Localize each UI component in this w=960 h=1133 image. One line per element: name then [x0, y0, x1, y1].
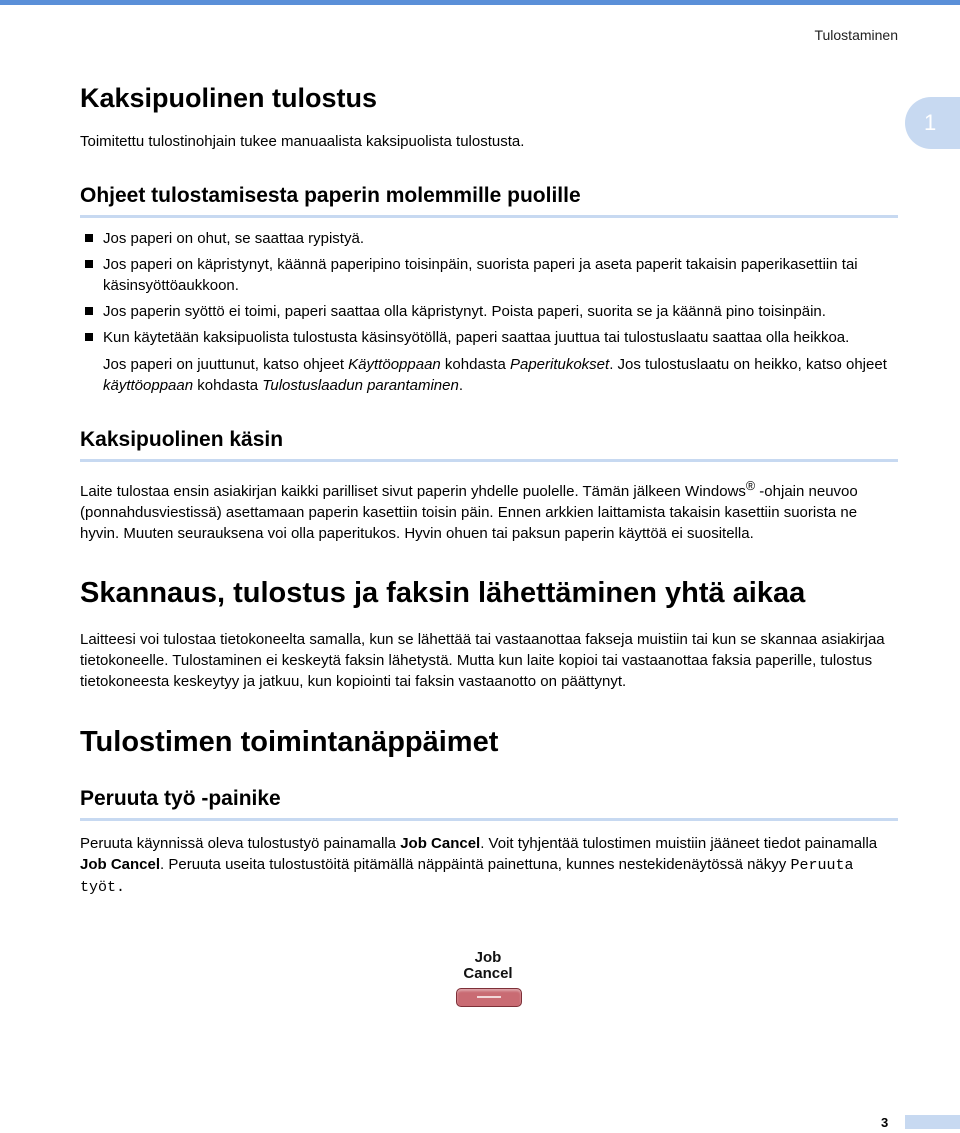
top-rule	[0, 0, 960, 5]
chapter-tab: 1	[905, 97, 960, 149]
cancel-job-title: Peruuta työ -painike	[80, 786, 898, 821]
section-title-duplex: Kaksipuolinen tulostus	[80, 83, 378, 113]
registered-mark: ®	[745, 479, 756, 493]
job-cancel-label: Job Cancel	[463, 949, 513, 982]
page-content	[80, 82, 898, 898]
bullet-icon	[85, 234, 93, 242]
section-title-printer-keys: Tulostimen toimintanäppäimet	[80, 726, 499, 758]
manual-duplex-title: Kaksipuolinen käsin	[80, 427, 898, 462]
guidelines-list	[80, 228, 898, 348]
page-number-tab	[905, 1115, 960, 1129]
reference-users-guide-2: käyttöoppaan	[103, 377, 194, 394]
reference-paper-jams: Paperitukokset	[509, 356, 610, 373]
section-title-concurrent: Skannaus, tulostus ja faksin lähettäminen yhtä aikaa	[80, 577, 806, 609]
list-item: Jos paperi on ohut, se saattaa rypistyä.	[80, 228, 898, 249]
bullet-icon	[85, 307, 93, 315]
list-item: Jos paperin syöttö ei toimi, paperi saattaa olla käpristynyt. Poista paperi, suorita se ja käännä pino toisinpäin.	[80, 301, 898, 322]
job-cancel-key-icon	[456, 988, 522, 1007]
page-number: 3	[881, 1115, 889, 1130]
manual-duplex-body: Laite tulostaa ensin asiakirjan kaikki parilliset sivut paperin yhdelle puolelle. Tämän jälkeen Windows® -ohjain neuvoo (ponnahdusviestissä) asettamaan paperin kasettiin toisin päin. Ennen arkkien laittamista takaisin kasettiin suorista ne hyvin. Muuten seurauksena voi olla paperitukos. Hyvin ohuen tai paksun paperin käyttöä ei suositella.	[80, 479, 858, 542]
running-header: Tulostaminen	[814, 27, 898, 43]
reference-users-guide: Käyttöoppaan	[348, 356, 441, 373]
concurrent-body: Laitteesi voi tulostaa tietokoneelta samalla, kun se lähettää tai vastaanottaa fakseja muistiin tai kun se skannaa asiakirjaa tietokoneelle. Tulostaminen ei keskeytä faksin lähetystä. Mutta kun laite kopioi tai vastaanottaa faksia paperille, tulostus tietokoneesta keskeytyy ja jatkuu, kun kopiointi tai faksin vastaanotto on päättynyt.	[80, 631, 885, 690]
bullet-icon	[85, 333, 93, 341]
job-cancel-key-ref: Job Cancel	[400, 835, 481, 852]
list-item: Jos paperi on käpristynyt, käännä paperipino toisinpäin, suorista paperi ja aseta paperit takaisin paperikasettiin tai käsinsyöttöaukkoon.	[80, 254, 898, 296]
duplex-intro: Toimitettu tulostinohjain tukee manuaalista kaksipuolista tulostusta.	[80, 133, 525, 150]
job-cancel-button-illustration	[456, 950, 524, 1010]
guidelines-title: Ohjeet tulostamisesta paperin molemmille puolille	[80, 183, 898, 218]
bullet-icon	[85, 260, 93, 268]
list-item: Kun käytetään kaksipuolista tulostusta käsinsyötöllä, paperi saattaa juuttua tai tulostuslaatu saattaa olla heikkoa.	[80, 327, 898, 348]
lcd-message: Peruuta työt.	[80, 857, 854, 896]
paper-jam-note: Jos paperi on juuttunut, katso ohjeet Käyttöoppaan kohdasta Paperitukokset. Jos tulostuslaatu on heikko, katso ohjeet käyttöoppaan kohdasta Tulostuslaadun parantaminen.	[103, 356, 887, 394]
job-cancel-key-ref-2: Job Cancel	[80, 856, 161, 873]
cancel-job-body: Peruuta käynnissä oleva tulostustyö painamalla Job Cancel. Voit tyhjentää tulostimen muistiin jääneet tiedot painamalla Job Cancel. Peruuta useita tulostustöitä pitämällä näppäintä painettuna, kunnes nestekidenäytössä näkyy Peruuta työt.	[80, 835, 878, 896]
reference-print-quality: Tulostuslaadun parantaminen	[262, 377, 459, 394]
